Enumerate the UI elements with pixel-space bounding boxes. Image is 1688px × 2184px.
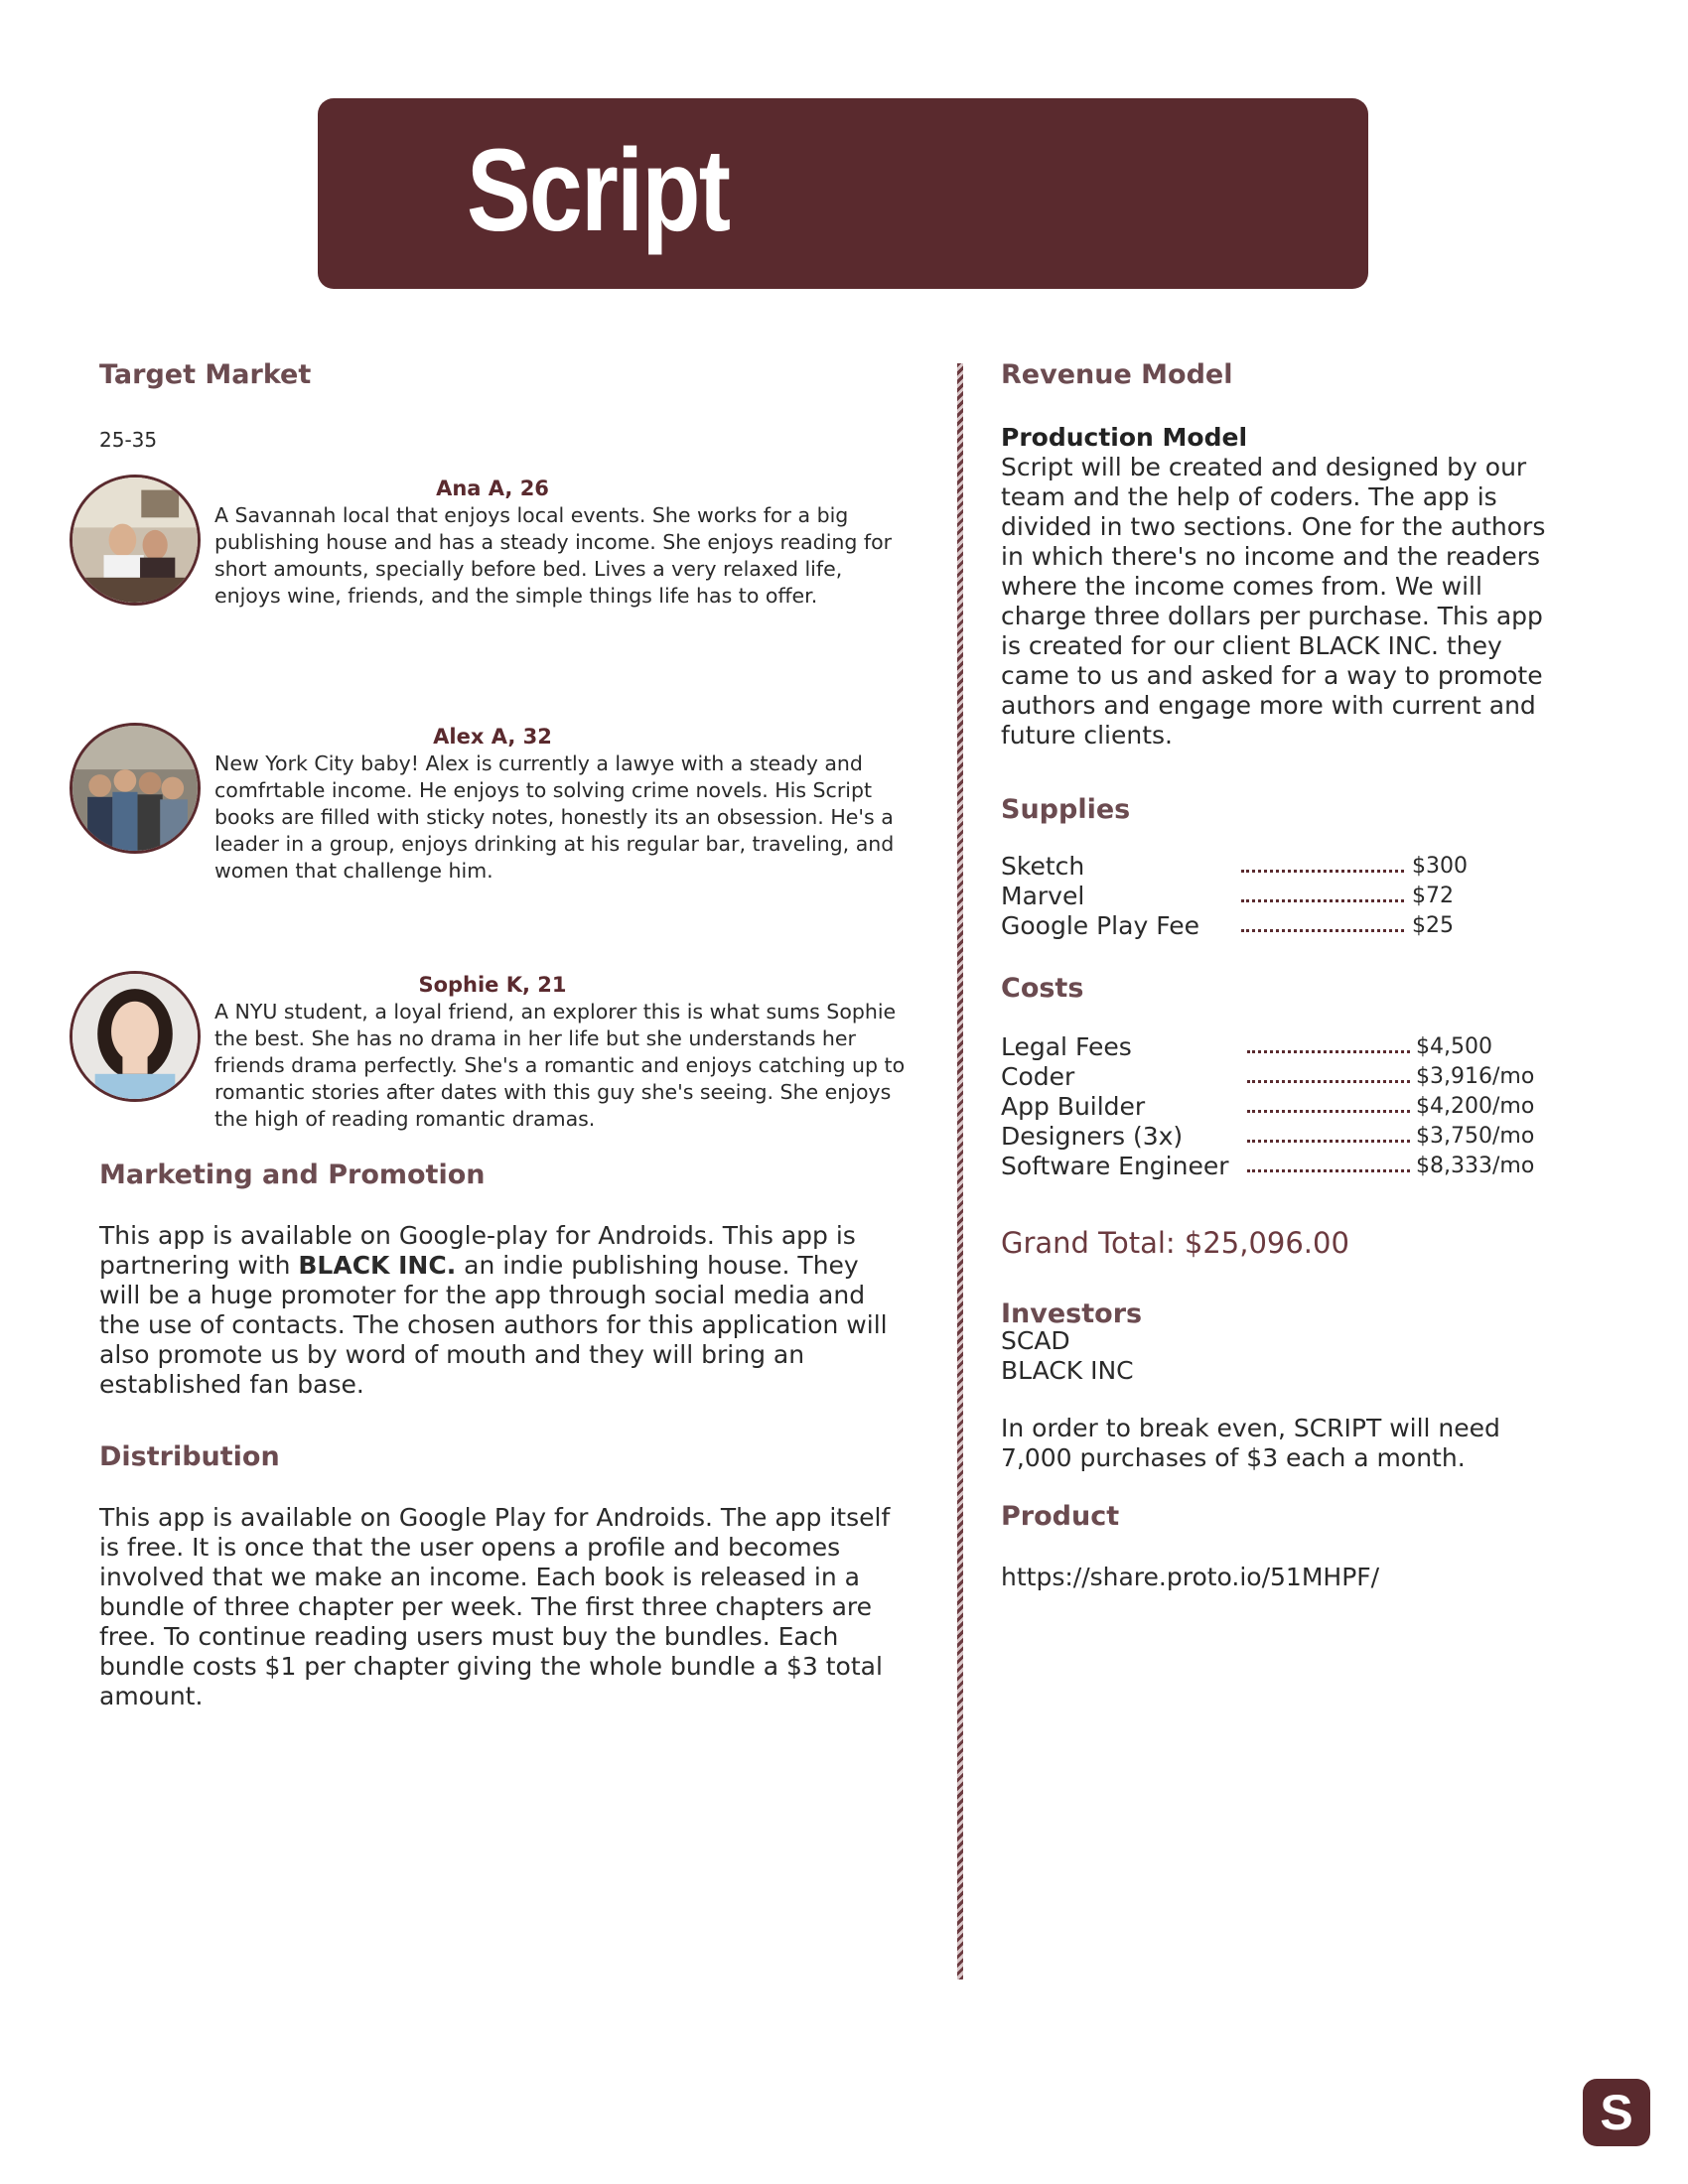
- marketing-heading: Marketing and Promotion: [99, 1160, 486, 1190]
- distribution-heading: Distribution: [99, 1441, 280, 1472]
- production-model-heading: Production Model: [1001, 423, 1248, 452]
- leader-dots: [1247, 1110, 1410, 1113]
- persona-description: A NYU student, a loyal friend, an explorer this is what sums Sophie the best. She has no drama in her life but she understands her friends drama perfectly. She's a romantic and enjoys catching up to romantic stories after dates with this guy she's seeing. She enjoys the high of reading romantic dramas.: [214, 1000, 906, 1131]
- supply-value: $300: [1412, 854, 1468, 879]
- supply-row: [1001, 852, 1557, 882]
- persona-name: Sophie K, 21: [418, 973, 567, 997]
- logo-letter: S: [1600, 2085, 1633, 2140]
- investor-item: BLACK INC: [1001, 1356, 1134, 1385]
- break-even-text: In order to break even, SCRIPT will need 7,000 purchases of $3 each a month.: [1001, 1414, 1500, 1472]
- supply-row: [1001, 882, 1557, 911]
- supply-value: $72: [1412, 884, 1454, 908]
- cost-label: App Builder: [1001, 1092, 1146, 1121]
- cost-value: $8,333/mo: [1416, 1154, 1535, 1178]
- persona-name: Alex A, 32: [433, 725, 552, 749]
- leader-dots: [1241, 929, 1404, 932]
- title-banner: [318, 98, 1368, 289]
- page-title: Script: [467, 125, 730, 256]
- leader-dots: [1247, 1050, 1410, 1053]
- cost-row: [1001, 1122, 1557, 1152]
- supply-value: $25: [1412, 913, 1454, 938]
- persona-card: [70, 475, 914, 623]
- cost-label: Software Engineer: [1001, 1152, 1229, 1180]
- product-link[interactable]: https://share.proto.io/51MHPF/: [1001, 1563, 1380, 1591]
- target-market-heading: Target Market: [99, 359, 312, 390]
- supply-row: [1001, 911, 1557, 941]
- cost-label: Coder: [1001, 1062, 1075, 1091]
- cost-value: $4,500: [1416, 1034, 1492, 1059]
- persona-name: Ana A, 26: [436, 477, 549, 500]
- persona-photo: [70, 723, 201, 854]
- cost-label: Designers (3x): [1001, 1122, 1184, 1151]
- leader-dots: [1247, 1169, 1410, 1172]
- cost-row: [1001, 1062, 1557, 1092]
- persona-card: [70, 723, 914, 883]
- leader-dots: [1241, 899, 1404, 902]
- investors-heading: Investors: [1001, 1298, 1143, 1329]
- cost-row: [1001, 1032, 1557, 1062]
- cost-value: $3,916/mo: [1416, 1064, 1535, 1089]
- leader-dots: [1247, 1080, 1410, 1083]
- supplies-heading: Supplies: [1001, 794, 1131, 825]
- cost-value: $3,750/mo: [1416, 1124, 1535, 1149]
- leader-dots: [1247, 1140, 1410, 1143]
- supply-label: Marvel: [1001, 882, 1085, 910]
- persona-photo: [70, 475, 201, 606]
- persona-description: A Savannah local that enjoys local events. She works for a big publishing house and has a steady income. She enjoys reading for short amounts, specially before bed. Lives a very relaxed life, enjoys wine, friends, and the simple things life has to offer.: [214, 503, 893, 608]
- persona-photo: [70, 971, 201, 1102]
- cost-value: $4,200/mo: [1416, 1094, 1535, 1119]
- revenue-heading: Revenue Model: [1001, 359, 1233, 390]
- investor-item: SCAD: [1001, 1326, 1070, 1355]
- supply-label: Sketch: [1001, 852, 1085, 881]
- persona-description: New York City baby! Alex is currently a lawye with a steady and comfrtable income. He enjoys to solving crime novels. His Script books are filled with sticky notes, honestly its an obsession. He's a leader in a group, enjoys drinking at his regular bar, traveling, and women that challenge him.: [214, 751, 895, 883]
- marketing-text: This app is available on Google-play for Androids. This app is partnering with BLACK INC. an indie publishing house. They will be a huge promoter for the app through social media and the use of contacts. The chosen authors for this application will also promote us by word of mouth and they will bring an established fan base.: [99, 1221, 888, 1399]
- cost-label: Legal Fees: [1001, 1032, 1132, 1061]
- cost-row: [1001, 1152, 1557, 1181]
- cost-row: [1001, 1092, 1557, 1122]
- production-model-text: Script will be created and designed by our team and the help of coders. The app is divided in two sections. One for the authors in which there's no income and the readers where the income comes from. We will charge three dollars per purchase. This app is created for our client BLACK INC. they came to us and asked for a way to promote authors and engage more with current and future clients.: [1001, 453, 1546, 750]
- age-range: 25-35: [99, 428, 158, 452]
- distribution-text: This app is available on Google Play for Androids. The app itself is free. It is once that the user opens a profile and becomes involved that we make an income. Each book is released in a bundle of three chapter per week. The first three chapters are free. To continue reading users must buy the bundles. Each bundle costs $1 per chapter giving the whole bundle a $3 total amount.: [99, 1503, 891, 1710]
- column-divider: [957, 363, 963, 1979]
- persona-card: [70, 971, 914, 1131]
- grand-total: Grand Total: $25,096.00: [1001, 1226, 1349, 1260]
- leader-dots: [1241, 870, 1404, 873]
- supply-label: Google Play Fee: [1001, 911, 1199, 940]
- product-heading: Product: [1001, 1501, 1120, 1532]
- costs-heading: Costs: [1001, 973, 1084, 1004]
- logo-badge: [1583, 2079, 1650, 2146]
